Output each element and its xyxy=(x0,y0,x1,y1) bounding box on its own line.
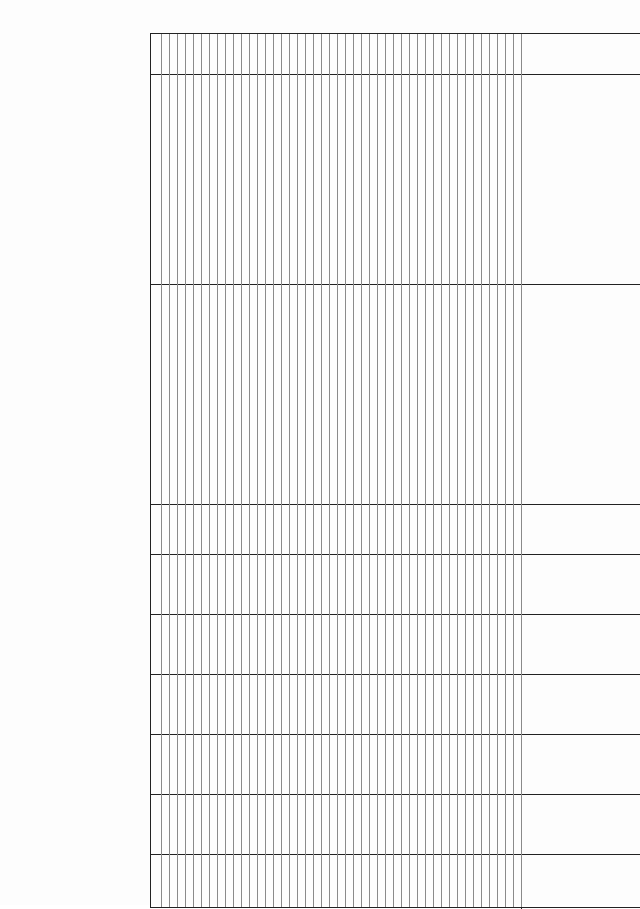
table-row xyxy=(313,34,314,907)
table-row xyxy=(433,34,434,907)
table-row xyxy=(209,34,210,907)
table-row xyxy=(329,34,330,907)
data-table xyxy=(150,33,640,908)
table-row xyxy=(193,34,194,907)
table-row xyxy=(497,34,498,907)
table-row xyxy=(353,34,354,907)
table-row xyxy=(513,34,514,907)
table-row xyxy=(281,34,282,907)
table-row xyxy=(401,34,402,907)
table-row xyxy=(441,34,442,907)
table-row xyxy=(177,34,178,907)
table-row xyxy=(369,34,370,907)
table-row xyxy=(377,34,378,907)
table-row xyxy=(361,34,362,907)
table-row xyxy=(409,34,410,907)
table-row xyxy=(257,34,258,907)
table-row xyxy=(505,34,506,907)
table-row xyxy=(249,34,250,907)
table-row xyxy=(337,34,338,907)
table-row xyxy=(297,34,298,907)
table-row xyxy=(161,34,162,907)
table-row xyxy=(465,34,466,907)
table-row xyxy=(385,34,386,907)
table-row xyxy=(201,34,202,907)
table-row xyxy=(169,34,170,907)
table-row xyxy=(473,34,474,907)
table-area xyxy=(150,33,640,908)
table-row xyxy=(305,34,306,907)
table-row xyxy=(233,34,234,907)
table-row xyxy=(273,34,274,907)
table-row xyxy=(521,34,522,907)
table-row xyxy=(321,34,322,907)
table-row xyxy=(289,34,290,907)
table-row xyxy=(265,34,266,907)
table-row xyxy=(217,34,218,907)
table-row xyxy=(449,34,450,907)
table-row xyxy=(417,34,418,907)
table-row xyxy=(457,34,458,907)
table-row xyxy=(425,34,426,907)
table-row xyxy=(241,34,242,907)
table-row xyxy=(393,34,394,907)
table-row xyxy=(225,34,226,907)
table-header xyxy=(521,34,640,909)
table-row xyxy=(489,34,490,907)
table-row xyxy=(185,34,186,907)
table-row xyxy=(345,34,346,907)
table-row xyxy=(481,34,482,907)
